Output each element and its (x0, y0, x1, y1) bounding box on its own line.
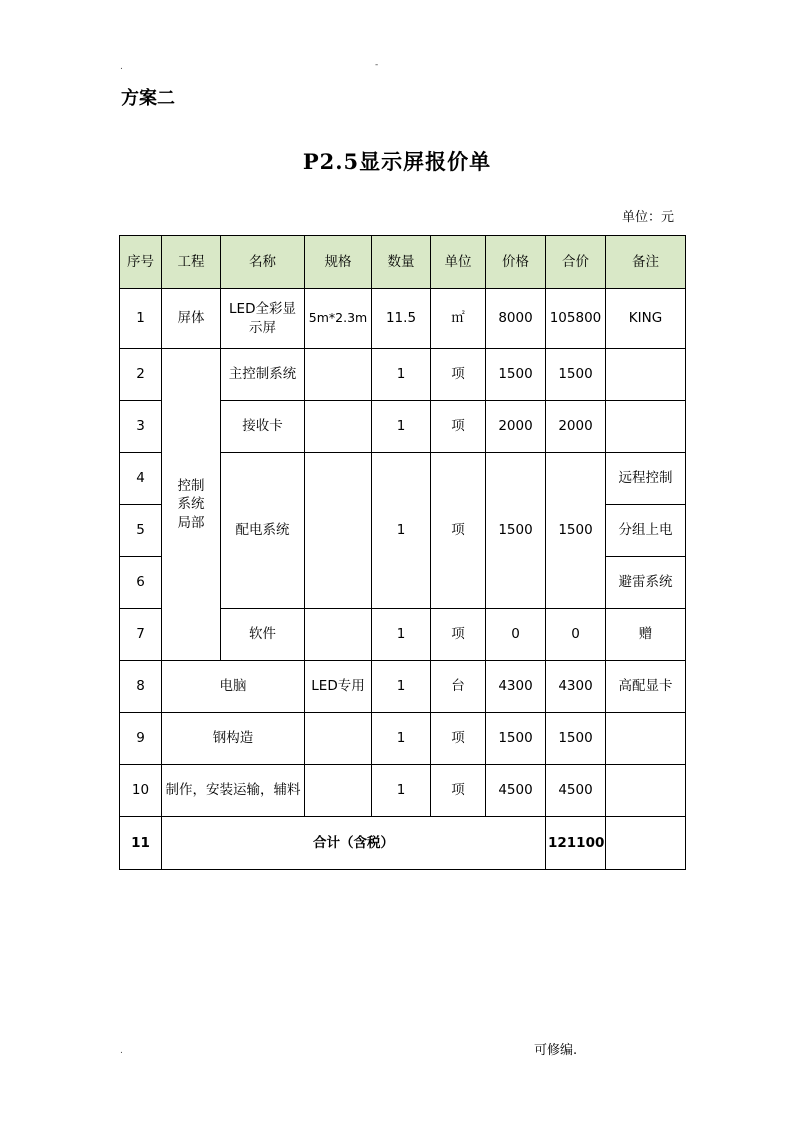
cell-note (606, 401, 686, 453)
cell-spec (305, 349, 372, 401)
cell-note (606, 817, 686, 870)
cell-total: 0 (546, 609, 606, 661)
cell-project: 电脑 (162, 661, 305, 713)
cell-note (606, 349, 686, 401)
cell-spec (305, 713, 372, 765)
cell-unit: 项 (431, 609, 486, 661)
cell-name: 软件 (221, 609, 305, 661)
cell-total: 105800 (546, 289, 606, 349)
plan-label: 方案二 (121, 88, 175, 109)
cell-power-total: 1500 (546, 453, 606, 609)
cell-project: 屏体 (162, 289, 221, 349)
cell-control-group (162, 349, 221, 661)
cell-total: 1500 (546, 349, 606, 401)
cell-unit: 项 (431, 713, 486, 765)
cell-note: 高配显卡 (606, 661, 686, 713)
cell-spec (305, 765, 372, 817)
col-header-unit: 单位 (431, 236, 486, 289)
cell-spec: LED专用 (305, 661, 372, 713)
cell-qty: 1 (372, 401, 431, 453)
document-title: P2.5显示屏报价单 (302, 149, 492, 174)
cell-no: 7 (120, 609, 162, 661)
cell-qty: 1 (372, 765, 431, 817)
table-row (120, 661, 686, 713)
cell-qty: 1 (372, 609, 431, 661)
cell-no: 3 (120, 401, 162, 453)
cell-project: 制作，安装运输，辅料 (162, 765, 305, 817)
cell-power-qty: 1 (372, 453, 431, 609)
cell-price: 0 (486, 609, 546, 661)
cell-note (606, 713, 686, 765)
control-group-label: 控制系统局部 (177, 478, 205, 531)
table-row (120, 349, 686, 401)
cell-name: 接收卡 (221, 401, 305, 453)
cell-note: 分组上电 (606, 505, 686, 557)
cell-unit: 项 (431, 401, 486, 453)
cell-no: 4 (120, 453, 162, 505)
cell-power-price: 1500 (486, 453, 546, 609)
header-mark-center: - (375, 60, 379, 70)
cell-no: 2 (120, 349, 162, 401)
cell-qty: 1 (372, 713, 431, 765)
cell-note: 避雷系统 (606, 557, 686, 609)
cell-no: 11 (120, 817, 162, 870)
cell-spec (305, 401, 372, 453)
col-header-total: 合价 (546, 236, 606, 289)
col-header-note: 备注 (606, 236, 686, 289)
cell-qty: 1 (372, 661, 431, 713)
table-row (120, 713, 686, 765)
col-header-name: 名称 (221, 236, 305, 289)
cell-note (606, 765, 686, 817)
col-header-spec: 规格 (305, 236, 372, 289)
cell-unit: 台 (431, 661, 486, 713)
col-header-no: 序号 (120, 236, 162, 289)
cell-power-spec (305, 453, 372, 609)
cell-note: KING (606, 289, 686, 349)
col-header-price: 价格 (486, 236, 546, 289)
cell-no: 5 (120, 505, 162, 557)
cell-price: 4300 (486, 661, 546, 713)
col-header-qty: 数量 (372, 236, 431, 289)
cell-price: 1500 (486, 713, 546, 765)
unit-note: 单位：元 (621, 210, 674, 225)
cell-no: 1 (120, 289, 162, 349)
cell-power-name: 配电系统 (221, 453, 305, 609)
footer-editable-note: 可修编. (534, 1043, 578, 1058)
table-row (120, 289, 686, 349)
cell-no: 8 (120, 661, 162, 713)
cell-price: 1500 (486, 349, 546, 401)
cell-spec (305, 609, 372, 661)
cell-price: 4500 (486, 765, 546, 817)
cell-qty: 11.5 (372, 289, 431, 349)
cell-note: 远程控制 (606, 453, 686, 505)
table-total-row (120, 817, 686, 870)
footer-mark-left: . (120, 1046, 123, 1056)
cell-total: 1500 (546, 713, 606, 765)
cell-qty: 1 (372, 349, 431, 401)
cell-unit: ㎡ (431, 289, 486, 349)
cell-unit: 项 (431, 349, 486, 401)
cell-total-label: 合计（含税） (162, 817, 546, 870)
cell-power-unit: 项 (431, 453, 486, 609)
cell-total: 2000 (546, 401, 606, 453)
cell-name: LED全彩显示屏 (221, 289, 305, 349)
cell-unit: 项 (431, 765, 486, 817)
header-mark-left: . (120, 62, 123, 72)
quote-table (119, 235, 686, 870)
cell-total: 4500 (546, 765, 606, 817)
cell-no: 9 (120, 713, 162, 765)
cell-price: 8000 (486, 289, 546, 349)
cell-grand-total: 121100 (546, 817, 606, 870)
cell-project: 钢构造 (162, 713, 305, 765)
cell-no: 6 (120, 557, 162, 609)
cell-price: 2000 (486, 401, 546, 453)
col-header-project: 工程 (162, 236, 221, 289)
table-row (120, 765, 686, 817)
cell-spec: 5m*2.3m (305, 289, 372, 349)
table-header-row (120, 236, 686, 289)
cell-total: 4300 (546, 661, 606, 713)
cell-no: 10 (120, 765, 162, 817)
cell-note: 赠 (606, 609, 686, 661)
cell-name: 主控制系统 (221, 349, 305, 401)
